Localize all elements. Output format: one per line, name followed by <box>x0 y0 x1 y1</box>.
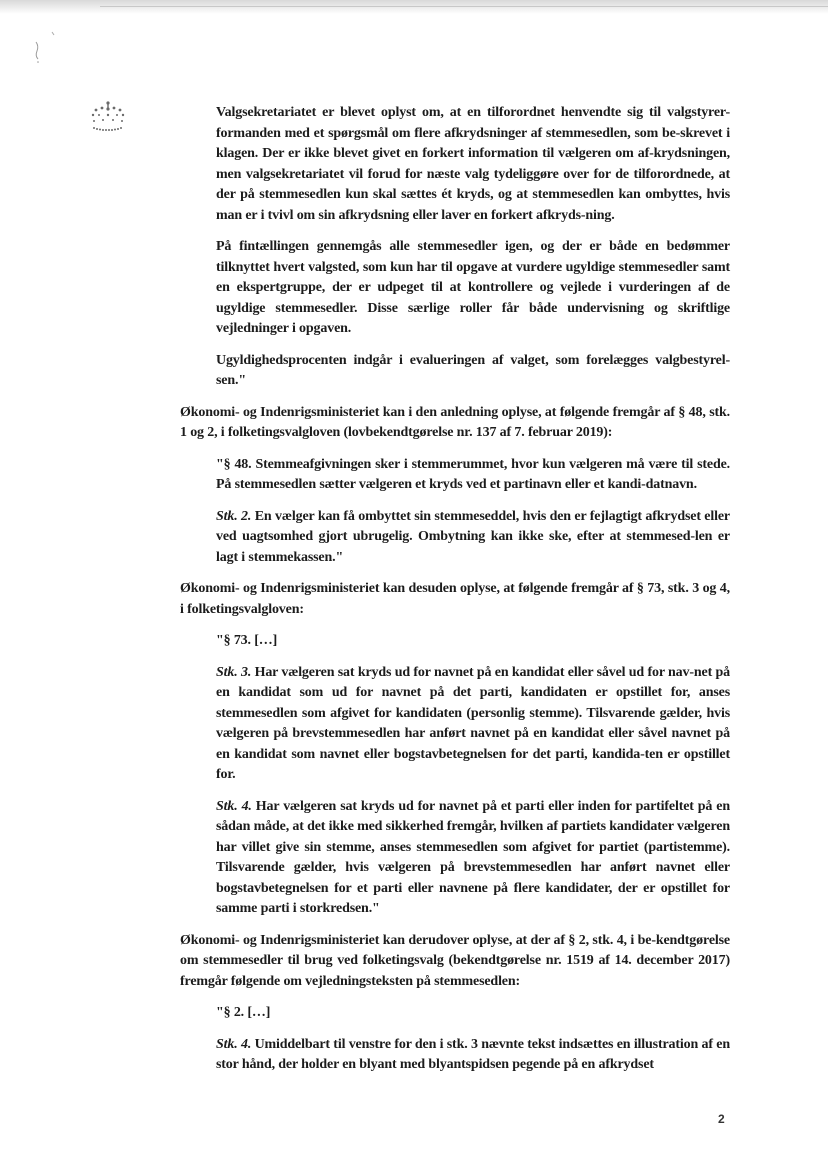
scan-shadow <box>0 0 828 14</box>
paragraph-p12: "§ 2. […] <box>216 1005 271 1020</box>
paragraph-p10: Stk. 4. Har vælgeren sat kryds ud for navnet på et parti eller inden for partifeltet på en sådan måde, at det ikke med sikkerhed fremgår, hvilken af partiets kandidater vælgeren har villet give sin stemme, anses stemmesedlen som afgivet for partiet (partistemme). Tilsvarende gælder, hvis vælgeren på brevstemmesedlen har anført navnet eller bogstavbetegnelsen for et parti eller navnene på flere kandidater, der er opstillet for samme parti i storkredsen." <box>216 798 730 916</box>
paragraph-p2: På fintællingen gennemgås alle stemmesedler igen, og der er både en bedømmer tilknyttet hvert valgsted, som kun har til opgave at vurdere ugyldige stemmesedler samt en ekspertgruppe, der er udpeget til at kontrollere og vejlede i vurderingen af de ugyldige stemmesedler. Disse særlige roller får både undervisning og skriftlige vejledninger i opgaven. <box>216 239 730 336</box>
scan-edge-line <box>100 6 828 7</box>
paragraph-p9: Stk. 3. Har vælgeren sat kryds ud for navnet på en kandidat eller såvel ud for nav-net på en kandidat som ud for navnet på det parti, kandidaten er opstillet for, anses stemmesedlen som afgivet for kandidaten (personlig stemme). Tilsvarende gælder, hvis vælgeren på brevstemmesedlen har anført navnet på en kandidat eller såvel navnet på en kandidat som navnet eller bogstavbetegnelsen for det parti, kandida-ten er opstillet for. <box>216 664 730 782</box>
pen-scribble-icon <box>14 28 64 68</box>
paragraph-p3: Ugyldighedsprocenten indgår i evalueringen af valget, som forelægges valgbestyrel-sen." <box>216 352 730 388</box>
letter-body <box>180 103 730 1087</box>
royal-crown-icon <box>88 100 128 134</box>
paragraph-p7: Økonomi- og Indenrigsministeriet kan desuden oplyse, at følgende fremgår af § 73, stk. 3 og 4, i folketingsvalgloven: <box>180 581 730 617</box>
paragraph-p5: "§ 48. Stemmeafgivningen sker i stemmerummet, hvor kun vælgeren må være til stede. På stemmesedlen sætter vælgeren et kryds ved et partinavn eller et kandi-datnavn. <box>216 456 730 492</box>
paragraph-p6: Stk. 2. En vælger kan få ombyttet sin stemmeseddel, hvis den er fejlagtigt afkrydset eller ved uagtsomhed gjort ubrugelig. Ombytning kan ikke ske, efter at stemmesed-len er lagt i stemmekassen." <box>216 508 730 565</box>
paragraph-p4: Økonomi- og Indenrigsministeriet kan i den anledning oplyse, at følgende fremgår af § 48, stk. 1 og 2, i folketingsvalgloven (lovbekendtgørelse nr. 137 af 7. februar 2019): <box>180 404 730 440</box>
paragraph-p8: "§ 73. […] <box>216 633 278 648</box>
page-number: 2 <box>718 1112 725 1126</box>
paragraph-p11: Økonomi- og Indenrigsministeriet kan derudover oplyse, at der af § 2, stk. 4, i be-kendtgørelse om stemmesedler til brug ved folketingsvalg (bekendtgørelse nr. 1519 af 14. december 2017) fremgår følgende om vejledningsteksten på stemmesedlen: <box>180 932 730 989</box>
paragraph-p1: Valgsekretariatet er blevet oplyst om, at en tilforordnet henvendte sig til valgstyrer-formanden med et spørgsmål om flere afkrydsninger af stemmesedlen, som be-skrevet i klagen. Der er ikke blevet givet en forkert information til vælgeren om af-krydsningen, men valgsekretariatet vil forud for næste valg tydeliggøre over for de tilforordnede, at der på stemmesedlen kun skal sættes ét kryds, og at stemmesedlen kan ombyttes, hvis man er i tvivl om sin afkrydsning eller laver en forkert afkryds-ning. <box>216 105 730 223</box>
paragraph-p13: Stk. 4. Umiddelbart til venstre for den i stk. 3 nævnte tekst indsættes en illustration af en stor hånd, der holder en blyant med blyantspidsen pegende på en afkrydset <box>216 1036 730 1072</box>
